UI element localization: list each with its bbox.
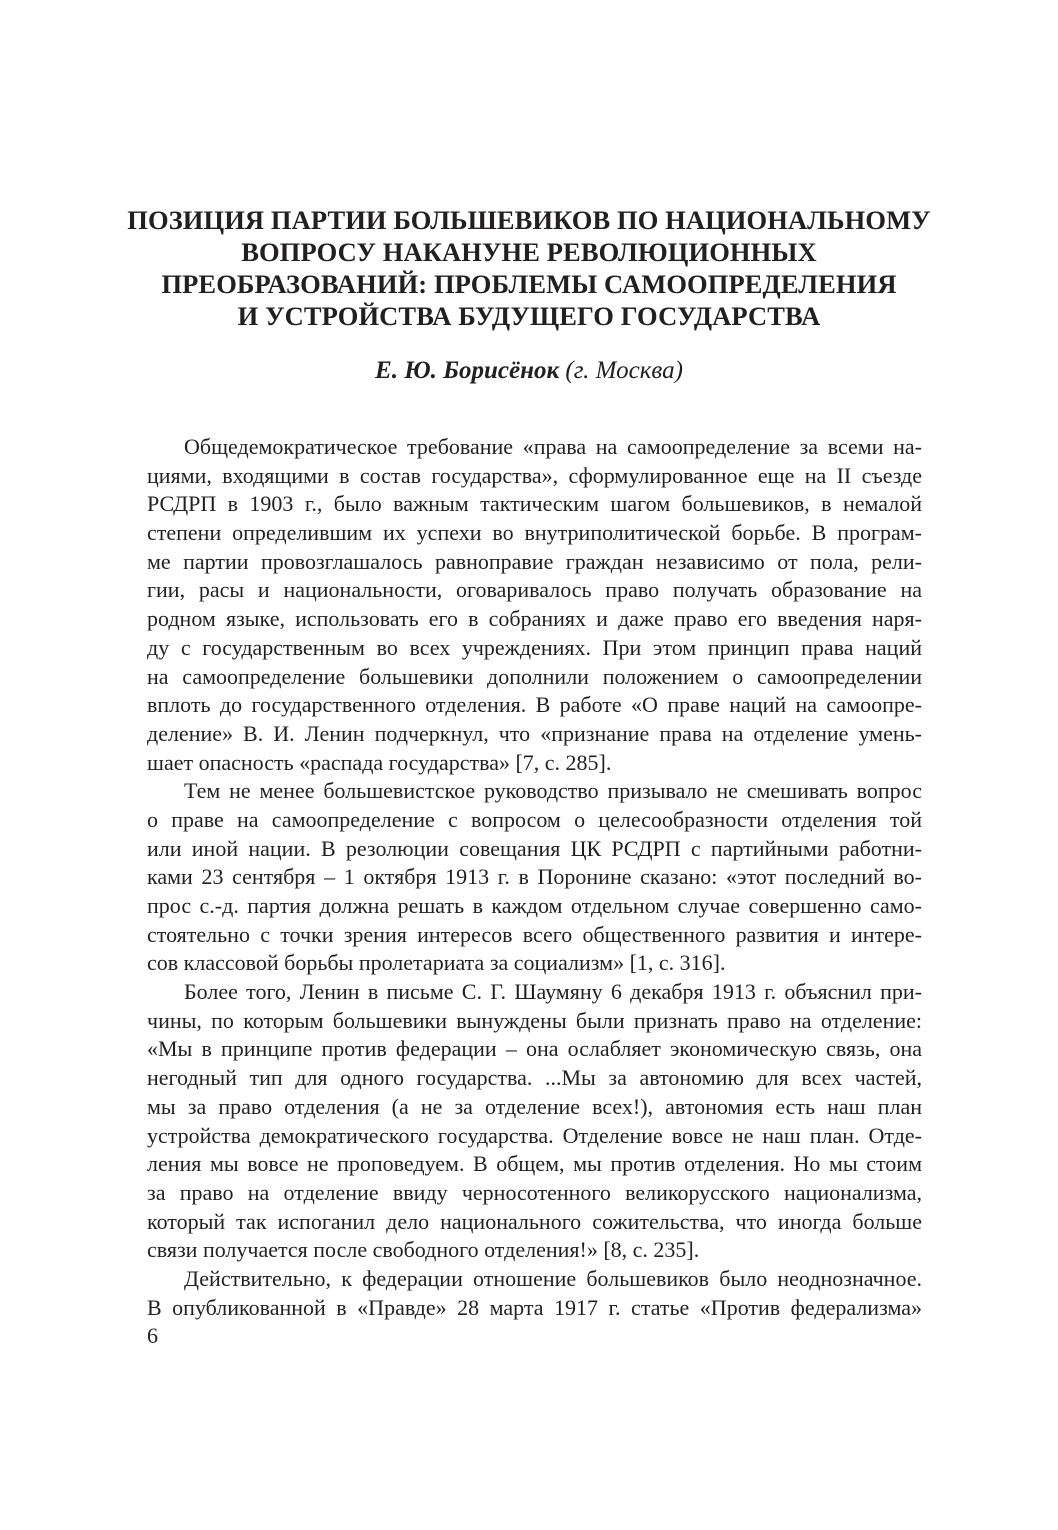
- text-line: негодный тип для одного государства. ...Мы за автономию для всех частей,: [147, 1065, 922, 1091]
- text-line: мы за право отделения (а не за отделение всех!), автономия есть наш план: [147, 1093, 922, 1119]
- author-city: (г. Москва): [565, 357, 683, 384]
- text-line: который так испоганил дело национального сожительства, что иногда больше: [147, 1208, 922, 1234]
- text-line: гии, расы и национальности, оговаривалось право получать образование на: [147, 577, 922, 603]
- text-line: Общедемократическое требование «права на самоопределение за всеми на-: [184, 434, 922, 459]
- paragraph-2: [147, 777, 922, 978]
- text-line: «Мы в принципе против федерации – она ослабляет экономическую связь, она: [147, 1036, 922, 1062]
- title-line: ВОПРОСУ НАКАНУНЕ РЕВОЛЮЦИОННЫХ: [241, 237, 817, 267]
- text-line: Более того, Ленин в письме С. Г. Шаумяну 6 декабря 1913 г. объяснил при-: [184, 979, 922, 1005]
- text-line: ками 23 сентября – 1 октября 1913 г. в Поронине сказано: «этот последний во-: [147, 864, 922, 890]
- page-number: 6: [147, 1323, 158, 1348]
- title-line: ПОЗИЦИЯ ПАРТИИ БОЛЬШЕВИКОВ ПО НАЦИОНАЛЬНОМУ: [127, 205, 931, 235]
- text-line: стоятельно с точки зрения интересов всего общественного развития и интере-: [147, 921, 922, 947]
- text-line: за право на отделение ввиду черносотенного великорусского национализма,: [147, 1179, 922, 1205]
- author-name: Е. Ю. Борисёнок: [375, 357, 560, 384]
- title-line: ПРЕОБРАЗОВАНИЙ: ПРОБЛЕМЫ САМООПРЕДЕЛЕНИЯ: [161, 269, 897, 299]
- text-line: сов классовой борьбы пролетариата за социализм» [1, с. 316].: [147, 950, 726, 976]
- paragraph-4: [147, 1265, 922, 1322]
- text-line: на самоопределение большевики дополнили положением о самоопределении: [147, 663, 922, 689]
- text-line: связи получается после свободного отделения!» [8, с. 235].: [147, 1237, 700, 1263]
- paragraph-1: [147, 433, 922, 777]
- text-line: В опубликованной в «Правде» 28 марта 1917 г. статье «Против федерализма»: [147, 1294, 922, 1320]
- text-line: ду с государственным во всех учреждениях. При этом принцип права наций: [147, 634, 922, 660]
- text-line: родном языке, использовать его в собраниях и даже право его введения наря-: [147, 606, 922, 632]
- text-line: устройства демократического государства. Отделение вовсе не наш план. Отде-: [147, 1122, 922, 1148]
- text-line: о праве на самоопределение с вопросом о целесообразности отделения той: [147, 806, 922, 832]
- text-line: ме партии провозглашалось равноправие граждан независимо от пола, рели-: [147, 548, 922, 574]
- text-line: вплоть до государственного отделения. В работе «О праве наций на самоопре-: [147, 692, 922, 718]
- text-line: деление» В. И. Ленин подчеркнул, что «признание права на отделение умень-: [147, 720, 922, 746]
- author-byline: [120, 356, 938, 386]
- text-line: прос с.-д. партия должна решать в каждом отдельном случае совершенно само-: [147, 893, 922, 918]
- article-body: [147, 433, 922, 1322]
- text-line: ления мы вовсе не проповедуем. В общем, мы против отделения. Но мы стоим: [147, 1151, 922, 1177]
- text-line: степени определившим их успехи во внутриполитической борьбе. В програм-: [147, 520, 922, 546]
- text-line: РСДРП в 1903 г., было важным тактическим шагом большевиков, в немалой: [147, 491, 922, 517]
- text-line: Тем не менее большевистское руководство призывало не смешивать вопрос: [184, 778, 922, 804]
- text-line: циями, входящими в состав государства», сформулированное еще на II съезде: [147, 462, 922, 488]
- article-title: [120, 204, 938, 332]
- text-line: или иной нации. В резолюции совещания ЦК РСДРП с партийными работни-: [147, 835, 922, 861]
- text-line: шает опасность «распада государства» [7, с. 285].: [147, 749, 612, 775]
- text-line: Действительно, к федерации отношение большевиков было неоднозначное.: [184, 1265, 922, 1291]
- paragraph-3: [147, 978, 922, 1265]
- title-line: И УСТРОЙСТВА БУДУЩЕГО ГОСУДАРСТВА: [237, 301, 821, 331]
- text-line: чины, по которым большевики вынуждены были признать право на отделение:: [147, 1007, 922, 1033]
